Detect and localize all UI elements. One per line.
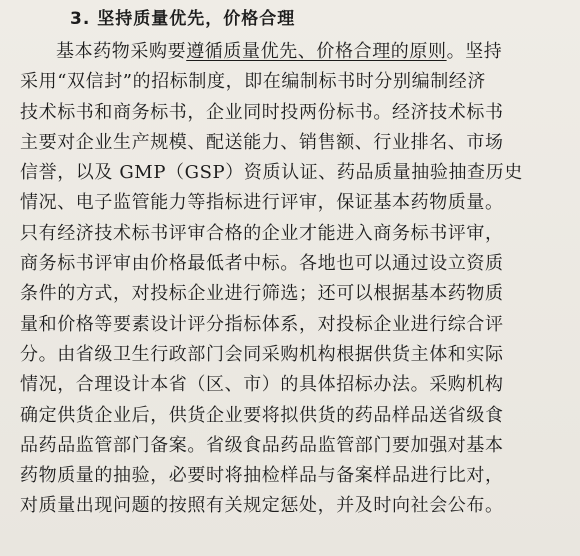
text-line: 对质量出现问题的按照有关规定惩处，并及时向社会公布。 (20, 495, 504, 517)
section-number: 3. (70, 9, 91, 29)
text-line (20, 37, 566, 67)
paragraph (20, 37, 566, 522)
section-title: 坚持质量优先，价格合理 (97, 9, 296, 29)
text-line: 分。由省级卫生行政部门会同采购机构根据供货主体和实际 (20, 343, 504, 365)
text-run: 基本药物采购要 (56, 41, 187, 62)
section-heading (70, 4, 566, 34)
text-line: 药物质量的抽验，必要时将抽检样品与备案样品进行比对， (20, 465, 504, 487)
text-line: 量和价格等要素设计评分指标体系，对投标企业进行综合评 (20, 313, 504, 335)
text-line: 确定供货企业后，供货企业要将拟供货的药品样品送省级食 (20, 404, 504, 426)
text-line: 主要对企业生产规模、配送能力、销售额、行业排名、市场 (20, 131, 504, 153)
text-line: 情况，合理设计本省（区、市）的具体招标办法。采购机构 (20, 374, 504, 396)
text-line: 情况、电子监管能力等指标进行评审，保证基本药物质量。 (20, 192, 504, 214)
text-line: 采用“双信封”的招标制度，即在编制标书时分别编制经济 (20, 71, 487, 93)
text-line: 品药品监管部门备案。省级食品药品监管部门要加强对基本 (20, 434, 504, 456)
text-run: 。坚持 (446, 41, 503, 62)
underlined-phrase: 遵循质量优先、价格合理的原则 (186, 41, 447, 62)
text-line: 只有经济技术标书评审合格的企业才能进入商务标书评审， (20, 222, 504, 244)
text-line: 技术标书和商务标书，企业同时投两份标书。经济技术标书 (20, 101, 504, 123)
text-line: 信誉，以及 GMP（GSP）资质认证、药品质量抽验抽查历史 (20, 162, 523, 184)
text-line: 商务标书评审由价格最低者中标。各地也可以通过设立资质 (20, 253, 504, 275)
text-line: 条件的方式，对投标企业进行筛选；还可以根据基本药物质 (20, 283, 504, 305)
